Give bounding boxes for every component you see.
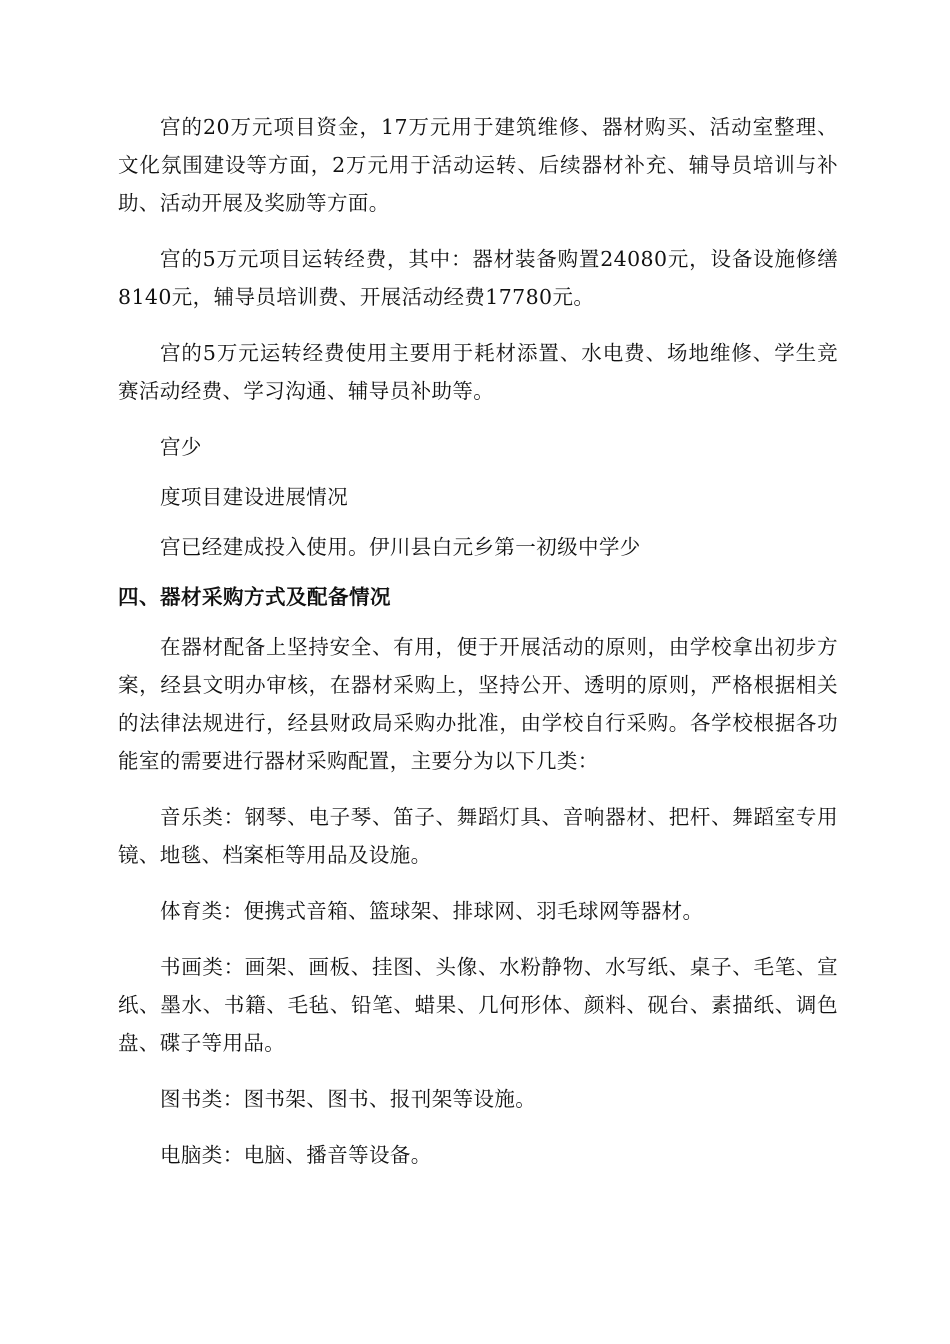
document-body [118,108,838,1192]
paragraph-fragment-3: 宫已经建成投入使用。伊川县白元乡第一初级中学少 [160,535,641,559]
paragraph-fragment-2: 度项目建设进展情况 [160,485,349,509]
paragraph-library-equipment: 图书类：图书架、图书、报刊架等设施。 [160,1087,537,1111]
paragraph-sports-equipment: 体育类：便携式音箱、篮球架、排球网、羽毛球网等器材。 [160,899,704,923]
paragraph-computer-equipment: 电脑类：电脑、播音等设备。 [160,1143,432,1167]
paragraph-fragment-1: 宫少 [160,435,202,459]
paragraph-procurement-principles: 在器材配备上坚持安全、有用，便于开展活动的原则，由学校拿出初步方案，经县文明办审核，在器材采购上，坚持公开、透明的原则，严格根据相关的法律法规进行，经县财政局采购办批准，由学校自行采购。各学校根据各功能室的需要进行器材采购配置，主要分为以下几类： [118,635,838,773]
paragraph-funds-usage: 宫的5万元运转经费使用主要用于耗材添置、水电费、场地维修、学生竞赛活动经费、学习沟通、辅导员补助等。 [118,341,838,403]
paragraph-art-equipment: 书画类：画架、画板、挂图、头像、水粉静物、水写纸、桌子、毛笔、宣纸、墨水、书籍、毛毡、铅笔、蜡果、几何形体、颜料、砚台、素描纸、调色盘、碟子等用品。 [118,955,838,1055]
paragraph-operating-funds: 宫的5万元项目运转经费，其中：器材装备购置24080元，设备设施修缮8140元，辅导员培训费、开展活动经费17780元。 [118,247,838,309]
section-heading: 四、器材采购方式及配备情况 [118,585,391,609]
paragraph-music-equipment: 音乐类：钢琴、电子琴、笛子、舞蹈灯具、音响器材、把杆、舞蹈室专用镜、地毯、档案柜等用品及设施。 [118,805,838,867]
paragraph-project-funds: 宫的20万元项目资金，17万元用于建筑维修、器材购买、活动室整理、文化氛围建设等方面，2万元用于活动运转、后续器材补充、辅导员培训与补助、活动开展及奖励等方面。 [118,115,838,215]
